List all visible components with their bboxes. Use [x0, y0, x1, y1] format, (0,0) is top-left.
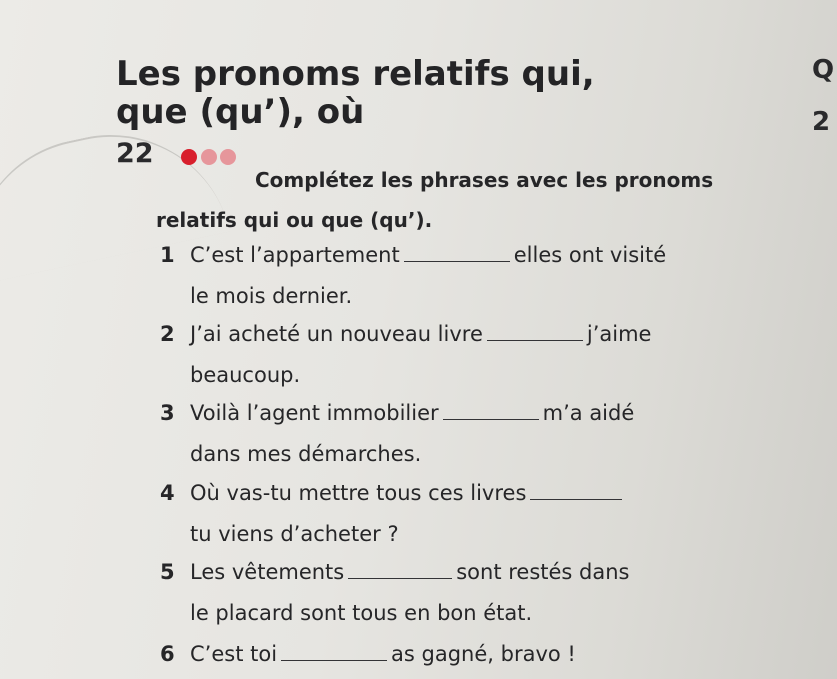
item-text-after: m’a aidé: [542, 401, 635, 425]
next-page-letter-q: Q: [812, 55, 835, 85]
answer-blank-5[interactable]: [348, 560, 452, 579]
item-number: 4: [160, 481, 175, 505]
exercise-instruction: Complétez les phrases avec les pronoms relatifs qui ou que (qu’).: [156, 168, 714, 232]
exercise-item-2: [160, 314, 720, 396]
answer-blank-3[interactable]: [443, 401, 539, 420]
item-text-after: sont restés dans: [456, 560, 630, 584]
exercise-item-6: [160, 634, 720, 675]
item-text-before: Les vêtements: [190, 560, 345, 584]
item-number: 1: [160, 243, 175, 267]
item-text-before: Où vas-tu mettre tous ces livres: [190, 481, 527, 505]
item-text-before: J’ai acheté un nouveau livre: [190, 322, 483, 346]
item-number: 2: [160, 322, 175, 346]
page-title-line-1: Les pronoms relatifs qui,: [116, 54, 595, 94]
answer-blank-6[interactable]: [281, 642, 387, 661]
exercise-item-5: [160, 552, 720, 634]
exercise-item-4: [160, 473, 720, 555]
item-number: 5: [160, 560, 175, 584]
item-text-before: Voilà l’agent immobilier: [190, 401, 439, 425]
item-number: 6: [160, 642, 175, 666]
item-continuation: tu viens d’acheter ?: [190, 522, 399, 546]
item-text-after: as gagné, bravo !: [391, 642, 576, 666]
item-text-after: elles ont visité: [513, 243, 667, 267]
answer-blank-1[interactable]: [404, 243, 510, 262]
item-number: 3: [160, 401, 175, 425]
exercise-number: 22: [116, 138, 154, 169]
item-text-after: j’aime: [586, 322, 652, 346]
item-text-before: C’est l’appartement: [190, 243, 400, 267]
answer-blank-2[interactable]: [487, 322, 583, 341]
next-page-number: 2: [812, 107, 831, 137]
item-text-before: C’est toi: [190, 642, 278, 666]
page-title-line-2: que (qu’), où: [116, 92, 365, 132]
item-continuation: le placard sont tous en bon état.: [190, 601, 533, 625]
item-continuation: dans mes démarches.: [190, 442, 422, 466]
exercise-item-1: [160, 235, 720, 317]
answer-blank-4[interactable]: [530, 481, 622, 500]
exercise-item-3: [160, 393, 720, 475]
item-continuation: beaucoup.: [190, 363, 301, 387]
item-continuation: le mois dernier.: [190, 284, 353, 308]
